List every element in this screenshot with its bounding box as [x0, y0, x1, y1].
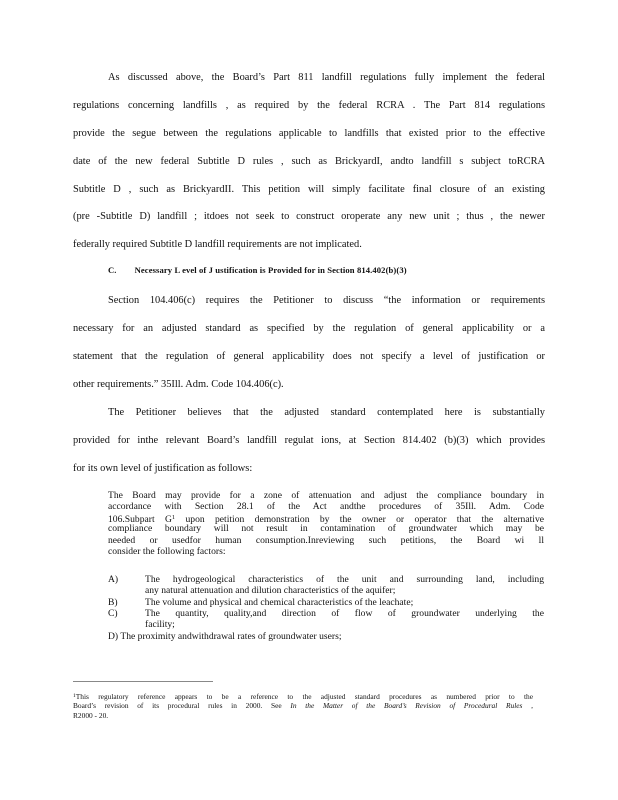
list-label: A) [108, 574, 119, 585]
list-line: any natural attenuation and dilution characteristics of the aquifer; [145, 585, 396, 597]
paragraph-line: Section 104.406(c) requires the Petitioner to discuss “the information or requirements [108, 295, 545, 306]
footnote-line [73, 692, 533, 701]
quote-text: upon petition demonstration by the owner or operator that the alternative [175, 514, 544, 525]
list-line-text: The proximity andwithdrawal rates of groundwater users; [120, 631, 342, 642]
list-label: C) [108, 608, 118, 619]
footnote [73, 692, 533, 720]
list-text [145, 608, 544, 631]
case-citation: In the Matter of the Board’s Revision of Procedural Rules [290, 701, 523, 711]
list-line [108, 631, 544, 642]
paragraph-line: provide the segue between the regulations applicable to landfills that existed prior to the effective [73, 128, 545, 139]
list-label: B) [108, 597, 118, 608]
list-line: facility; [145, 619, 175, 631]
paragraph-line: regulations concerning landfills , as required by the federal RCRA . The Part 814 regulations [73, 100, 545, 111]
paragraph-line: statement that the regulation of general applicability does not specify a level of justification or [73, 351, 545, 362]
paragraph-line: Subtitle D , such as BrickyardII. This petition will simply facilitate final closure of an existing [73, 184, 545, 195]
quote-line: compliance boundary will not result in contamination of groundwater which may be [108, 523, 544, 534]
footnote-text: Board’s revision of its procedural rules in 2000. See [73, 701, 291, 711]
list-line: The volume and physical and chemical characteristics of the leachate; [145, 597, 414, 608]
list-line: The quantity, quality,and direction of flow of groundwater underlying the [145, 608, 544, 619]
quote-line: accordance with Section 28.1 of the Act andthe procedures of 35Ill. Adm. Code [108, 501, 544, 512]
quote-line: needed or usedfor human consumption.Inreviewing such petitions, the Board wi ll [108, 535, 544, 546]
paragraph-line: As discussed above, the Board’s Part 811 landfill regulations fully implement the federal [108, 72, 545, 83]
footnote-text: , [522, 701, 533, 711]
footnote-line [73, 701, 533, 710]
quote-text: 106.Subpart G [108, 514, 172, 525]
list-text [145, 597, 544, 608]
paragraph-line: for its own level of justification as follows: [73, 463, 253, 474]
paragraph-line: date of the new federal Subtitle D rules , such as BrickyardI, andto landfill s subject toRCRA [73, 156, 545, 167]
section-heading [108, 265, 425, 275]
list-text [108, 631, 544, 642]
footnote-line: R2000 - 20. [73, 710, 109, 720]
footnote-text: This regulatory reference appears to be a reference to the adjusted standard procedures as numbered prior to the [75, 692, 533, 701]
quote-line: The Board may provide for a zone of attenuation and adjust the compliance boundary in [108, 490, 544, 501]
list-label: D) [108, 631, 119, 642]
paragraph-line: (pre -Subtitle D) landfill ; itdoes not seek to construct oroperate any new unit ; thus , the newer [73, 211, 545, 222]
footnote-marker[interactable]: 1 [171, 514, 176, 521]
section-title: Necessary L evel of J ustification is Provided for in Section 814.402(b)(3) [134, 265, 407, 275]
paragraph-line: provided for inthe relevant Board’s landfill regulat ions, at Section 814.402 (b)(3) which provides [73, 435, 545, 446]
footnote-divider [73, 681, 213, 682]
paragraph-line: federally required Subtitle D landfill requirements are not implicated. [73, 239, 362, 250]
paragraph-line: other requirements.” 35Ill. Adm. Code 104.406(c). [73, 379, 284, 390]
section-letter: C. [108, 265, 117, 275]
paragraph-line: necessary for an adjusted standard as specified by the regulation of general applicability or a [73, 323, 545, 334]
list-text [145, 574, 544, 597]
paragraph-line: The Petitioner believes that the adjusted standard contemplated here is substantially [108, 407, 545, 418]
list-line: The hydrogeological characteristics of the unit and surrounding land, including [145, 574, 544, 585]
footnote-number: 1 [73, 693, 76, 699]
quote-line: consider the following factors: [108, 546, 226, 557]
